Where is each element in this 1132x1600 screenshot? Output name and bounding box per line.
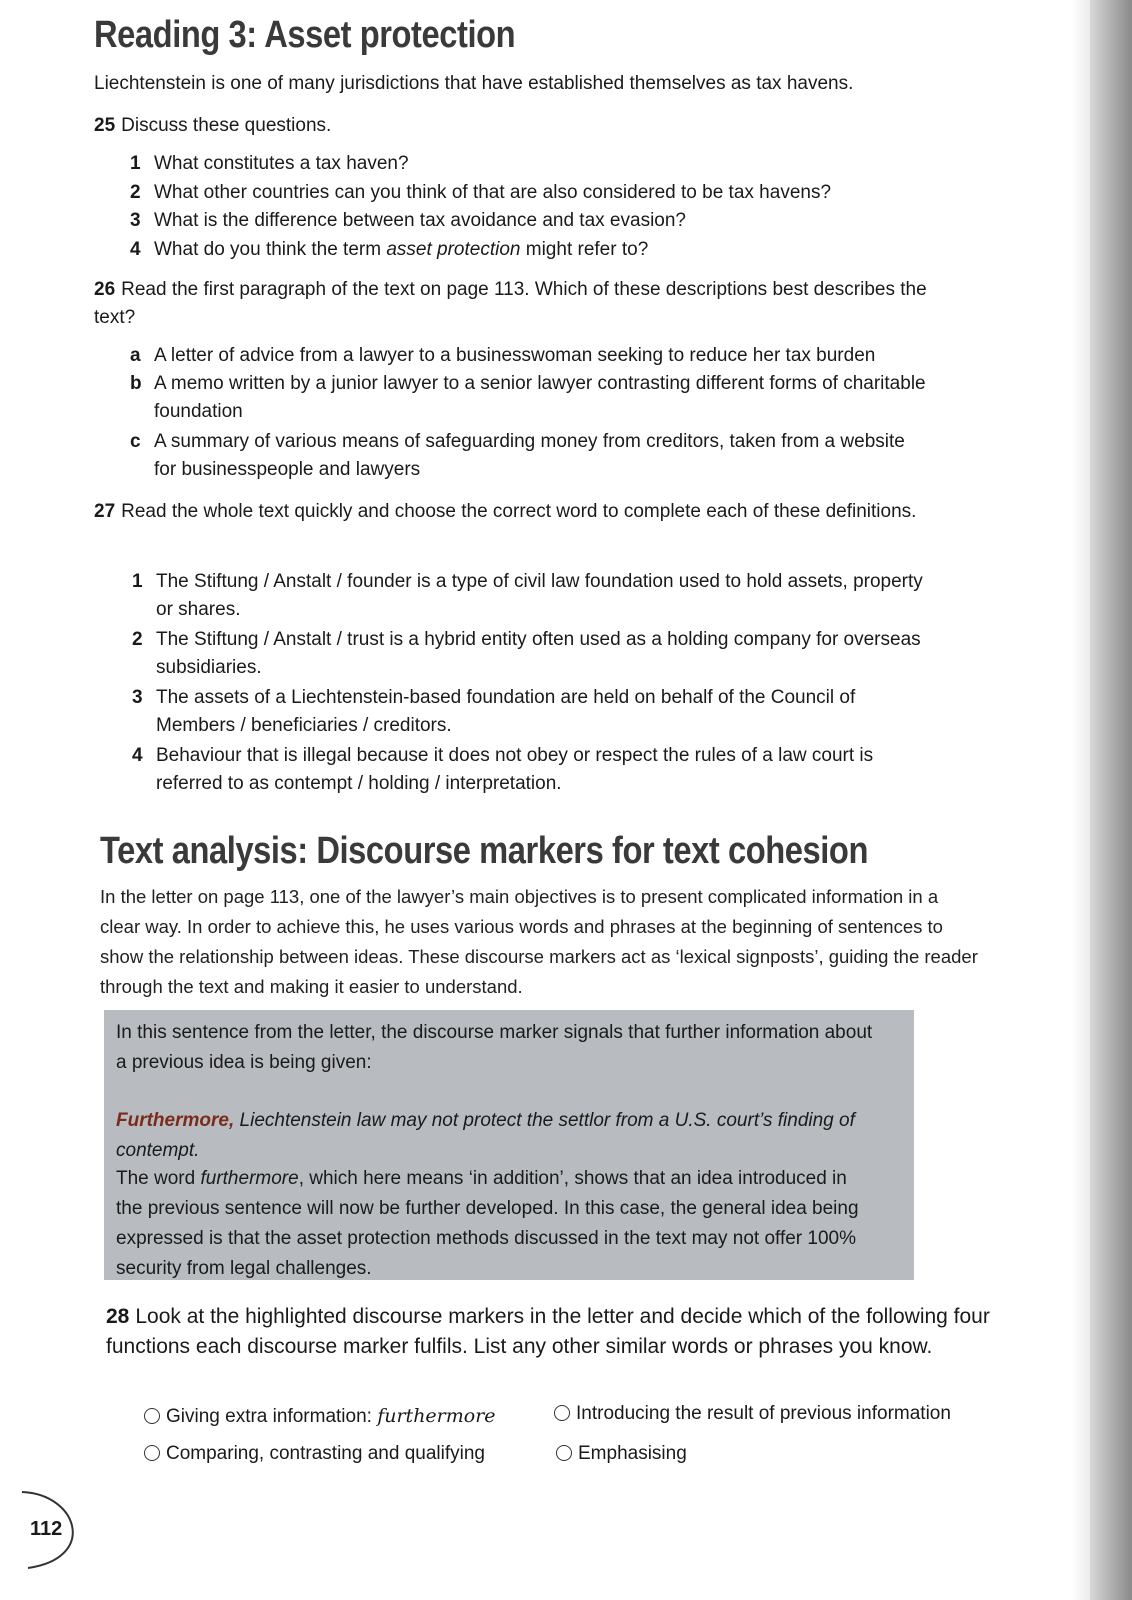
- reading-intro: Liechtenstein is one of many jurisdictions that have established themselves as tax havens.: [94, 73, 854, 94]
- item-key: 2: [130, 182, 141, 203]
- q27-item-4: [132, 742, 932, 798]
- question-27: [94, 498, 934, 526]
- q26-item-b: [130, 370, 930, 426]
- question-28: [106, 1302, 1006, 1362]
- item-key: 4: [132, 745, 143, 766]
- q26-item-a: [130, 342, 960, 370]
- circle-checkbox-icon[interactable]: [556, 1445, 572, 1461]
- item-text: A memo written by a junior lawyer to a senior lawyer contrasting different forms of charitable foundation: [154, 373, 926, 422]
- question-25: [94, 112, 934, 140]
- item-key: 1: [130, 153, 141, 174]
- circle-checkbox-icon[interactable]: [144, 1445, 160, 1461]
- item-key: b: [130, 373, 142, 394]
- question-number: 25: [94, 115, 116, 136]
- circle-checkbox-icon[interactable]: [554, 1405, 570, 1421]
- option-giving-extra-information[interactable]: [144, 1402, 496, 1431]
- box-example-sentence: [116, 1106, 876, 1166]
- item-text: The Stiftung / Anstalt / trust is a hybrid entity often used as a holding company for overseas subsidiaries.: [156, 629, 921, 678]
- item-text: The Stiftung / Anstalt / founder is a type of civil law foundation used to hold assets, property or shares.: [156, 571, 923, 620]
- item-key: 2: [132, 629, 143, 650]
- item-text: What other countries can you think of that are also considered to be tax havens?: [154, 182, 832, 203]
- item-text: What do you think the term asset protection might refer to?: [154, 239, 649, 260]
- q25-item-1: [130, 150, 950, 178]
- box-paragraph-1: In this sentence from the letter, the discourse marker signals that further information about a previous idea is being given:: [116, 1022, 873, 1073]
- option-label: Giving extra information:: [166, 1406, 378, 1427]
- item-text: Behaviour that is illegal because it does not obey or respect the rules of a law court is referred to as contempt / holding / interpretation.: [156, 745, 874, 794]
- q25-item-4: [130, 236, 950, 264]
- item-key: 3: [130, 210, 141, 231]
- analysis-title: Text analysis: Discourse markers for text cohesion: [100, 830, 868, 872]
- question-prompt: Discuss these questions.: [121, 115, 332, 136]
- option-introducing-result[interactable]: [554, 1400, 951, 1428]
- item-text: What constitutes a tax haven?: [154, 153, 409, 174]
- handwritten-answer: furthermore: [377, 1405, 496, 1427]
- item-text: The assets of a Liechtenstein-based foundation are held on behalf of the Council of Members / beneficiaries / creditors.: [156, 687, 856, 736]
- q27-item-1: [132, 568, 932, 624]
- question-prompt: Read the first paragraph of the text on page 113. Which of these descriptions best describes the text?: [94, 279, 927, 328]
- q27-item-2: [132, 626, 932, 682]
- option-label: Emphasising: [578, 1443, 687, 1464]
- question-26: [94, 276, 934, 332]
- analysis-paragraph: In the letter on page 113, one of the lawyer’s main objectives is to present complicated information in a clear way. In order to achieve this, he uses various words and phrases at the beginning of sentences to show the relationship between ideas. These discourse markers act as ‘lexical signposts’, guiding the reader through the text and making it easier to understand.: [100, 886, 978, 997]
- item-key: a: [130, 345, 141, 366]
- q26-item-c: [130, 428, 930, 484]
- page-edge: [1090, 0, 1132, 1600]
- option-label: Introducing the result of previous information: [576, 1403, 951, 1424]
- q25-item-3: [130, 207, 950, 235]
- page-number: 112: [30, 1518, 63, 1540]
- box-paragraph-3: The word furthermore, which here means ‘in addition’, shows that an idea introduced in the previous sentence will now be further developed. In this case, the general idea being expressed is that the asset protection methods discussed in the text may not offer 100% security from legal challenges.: [116, 1168, 859, 1279]
- question-number: 28: [106, 1305, 130, 1328]
- item-key: 1: [132, 571, 143, 592]
- option-label: Comparing, contrasting and qualifying: [166, 1443, 485, 1464]
- circle-checkbox-icon[interactable]: [144, 1408, 160, 1424]
- highlighted-marker: Furthermore,: [116, 1110, 235, 1131]
- page-gutter-shadow: [1072, 0, 1090, 1600]
- example-box: [104, 1010, 914, 1280]
- question-number: 27: [94, 501, 116, 522]
- item-text: A summary of various means of safeguarding money from creditors, taken from a website for businesspeople and lawyers: [154, 431, 905, 480]
- item-key: c: [130, 431, 141, 452]
- item-key: 3: [132, 687, 143, 708]
- option-comparing-contrasting[interactable]: [144, 1440, 485, 1468]
- q25-item-2: [130, 179, 950, 207]
- question-prompt: Read the whole text quickly and choose the correct word to complete each of these definitions.: [121, 501, 917, 522]
- option-emphasising[interactable]: [556, 1440, 687, 1468]
- q27-item-3: [132, 684, 932, 740]
- item-text: A letter of advice from a lawyer to a businesswoman seeking to reduce her tax burden: [154, 345, 876, 366]
- example-rest: Liechtenstein law may not protect the settlor from a U.S. court’s finding of contempt.: [116, 1110, 855, 1161]
- item-key: 4: [130, 239, 141, 260]
- question-number: 26: [94, 279, 116, 300]
- item-text: What is the difference between tax avoidance and tax evasion?: [154, 210, 686, 231]
- reading-title: Reading 3: Asset protection: [94, 14, 516, 56]
- question-prompt: Look at the highlighted discourse markers in the letter and decide which of the following four functions each discourse marker fulfils. List any other similar words or phrases you know.: [106, 1305, 990, 1358]
